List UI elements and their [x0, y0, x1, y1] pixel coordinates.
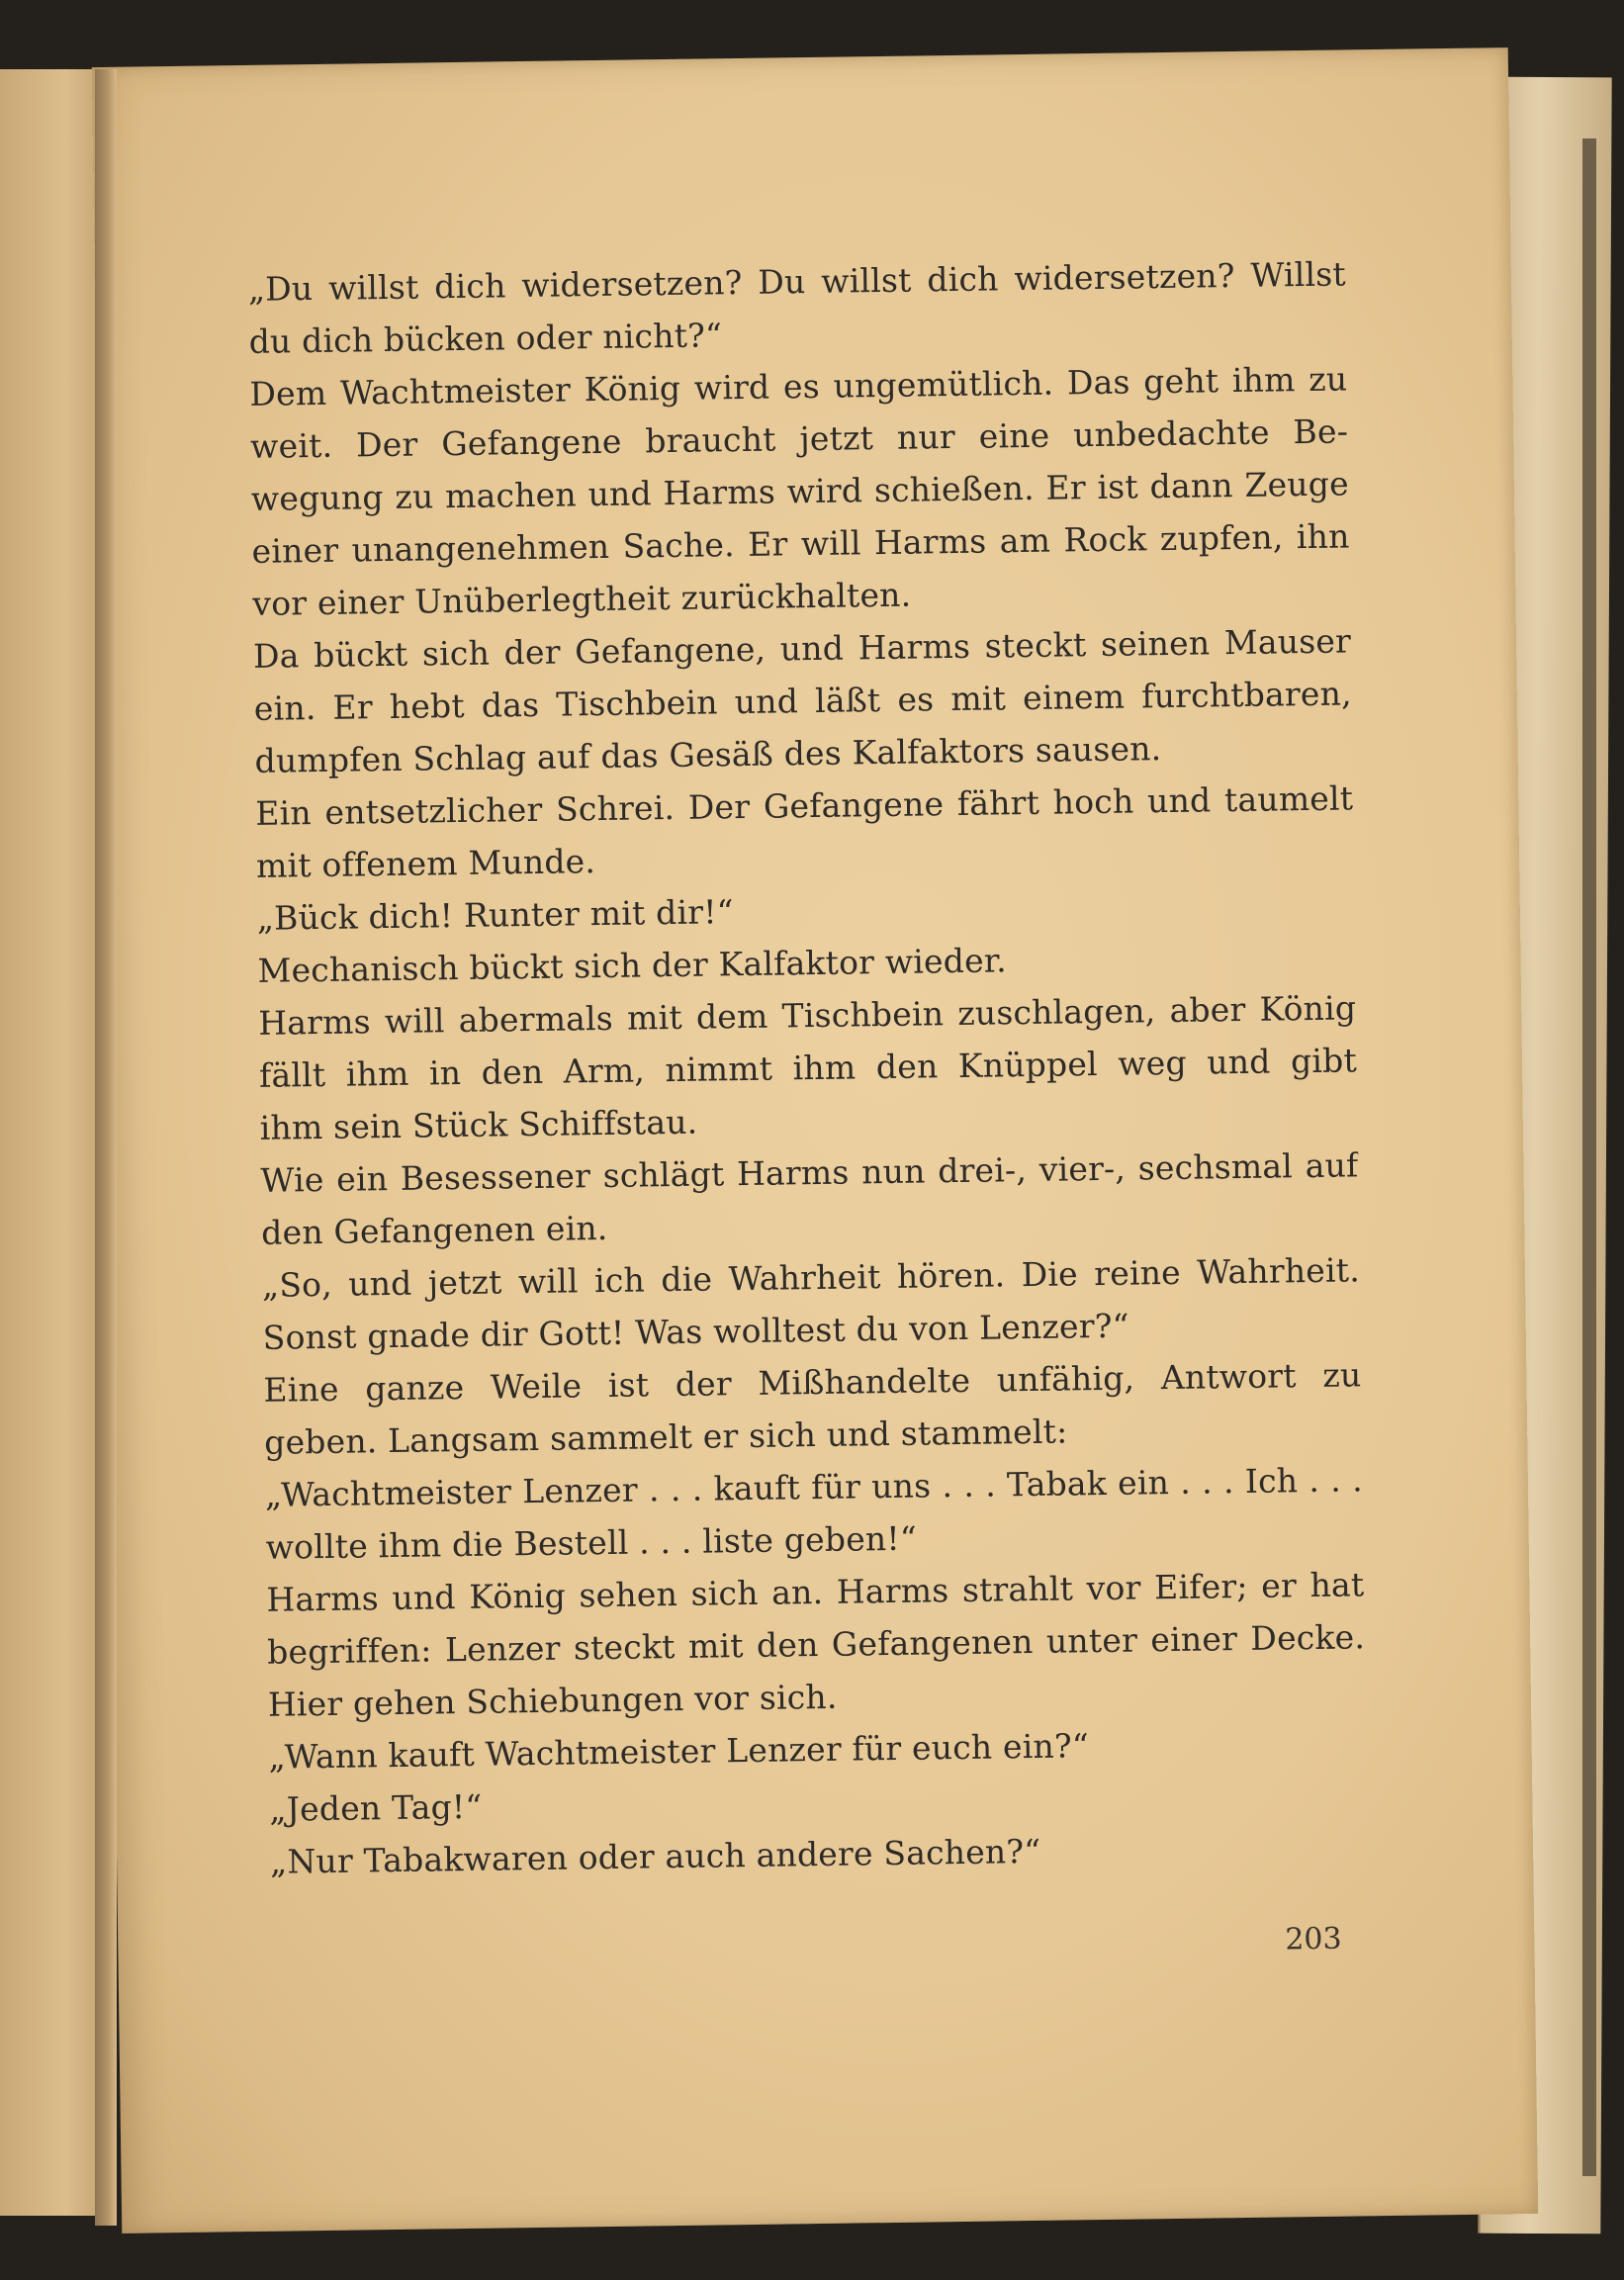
- text-line: vor einer Unüberlegtheit zurückhalten.: [252, 575, 912, 623]
- text-line: „So, und jetzt will ich die Wahrheit hören. Die reine Wahrheit.: [261, 1250, 1361, 1305]
- text-line: „Du willst dich widersetzen? Du willst dich widersetzen? Willst: [247, 254, 1347, 309]
- text-line: Dem Wachtmeister König wird es ungemütlich. Das geht ihm zu: [249, 359, 1348, 413]
- text-line: „Wachtmeister Lenzer . . . kauft für uns . . . Tabak ein . . . Ich . . .: [264, 1460, 1364, 1514]
- page-number: 203: [1285, 1921, 1342, 1958]
- text-line: einer unangenehmen Sache. Er will Harms am Rock zupfen, ihn: [251, 516, 1350, 571]
- text-line: „Jeden Tag!“: [269, 1786, 483, 1829]
- text-line: Harms will abermals mit dem Tischbein zuschlagen, aber König: [258, 988, 1357, 1043]
- text-line: ein. Er hebt das Tischbein und läßt es mit einem furchtbaren,: [253, 674, 1353, 728]
- text-line: Harms und König sehen sich an. Harms strahlt vor Eifer; er hat: [266, 1565, 1365, 1619]
- text-line: Sonst gnade dir Gott! Was wolltest du von Lenzer?“: [262, 1306, 1129, 1357]
- text-line: Eine ganze Weile ist der Mißhandelte unfähig, Antwort zu: [263, 1355, 1362, 1410]
- text-line: weit. Der Gefangene braucht jetzt nur eine unbedachte Be-: [249, 411, 1349, 466]
- text-line: Hier gehen Schiebungen vor sich.: [267, 1677, 838, 1724]
- text-line: „Wann kauft Wachtmeister Lenzer für euch ein?“: [268, 1726, 1090, 1777]
- text-line: fällt ihm in den Arm, nimmt ihm den Knüppel weg und gibt: [258, 1041, 1358, 1095]
- text-line: du dich bücken oder nicht?“: [248, 316, 723, 361]
- text-line: dumpfen Schlag auf das Gesäß des Kalfaktors sausen.: [254, 729, 1162, 780]
- text-line: Wie ein Besessener schlägt Harms nun drei-, vier-, sechsmal auf: [260, 1145, 1359, 1200]
- text-line: wegung zu machen und Harms wird schießen. Er ist dann Zeuge: [250, 464, 1350, 518]
- book-gutter: [95, 69, 117, 2226]
- text-line: Ein entsetzlicher Schrei. Der Gefangene fährt hoch und taumelt: [255, 778, 1354, 833]
- text-line: Mechanisch bückt sich der Kalfaktor wieder.: [257, 941, 1008, 990]
- book-cover-edge: [1582, 138, 1596, 2176]
- text-line: begriffen: Lenzer steckt mit den Gefangenen unter einer Decke.: [266, 1617, 1366, 1672]
- body-text: [248, 247, 1369, 1887]
- text-line: „Nur Tabakwaren oder auch andere Sachen?“: [269, 1831, 1041, 1881]
- text-line: wollte ihm die Bestell . . . liste geben!“: [265, 1518, 918, 1567]
- text-line: Da bückt sich der Gefangene, und Harms steckt seinen Mauser: [252, 621, 1352, 676]
- text-line: den Gefangenen ein.: [260, 1208, 608, 1252]
- text-line: ihm sein Stück Schiffstau.: [259, 1102, 698, 1147]
- text-line: geben. Langsam sammelt er sich und stammelt:: [263, 1412, 1068, 1462]
- book-page: [92, 47, 1538, 2234]
- text-line: „Bück dich! Runter mit dir!“: [256, 892, 734, 938]
- text-line: mit offenem Munde.: [255, 842, 596, 885]
